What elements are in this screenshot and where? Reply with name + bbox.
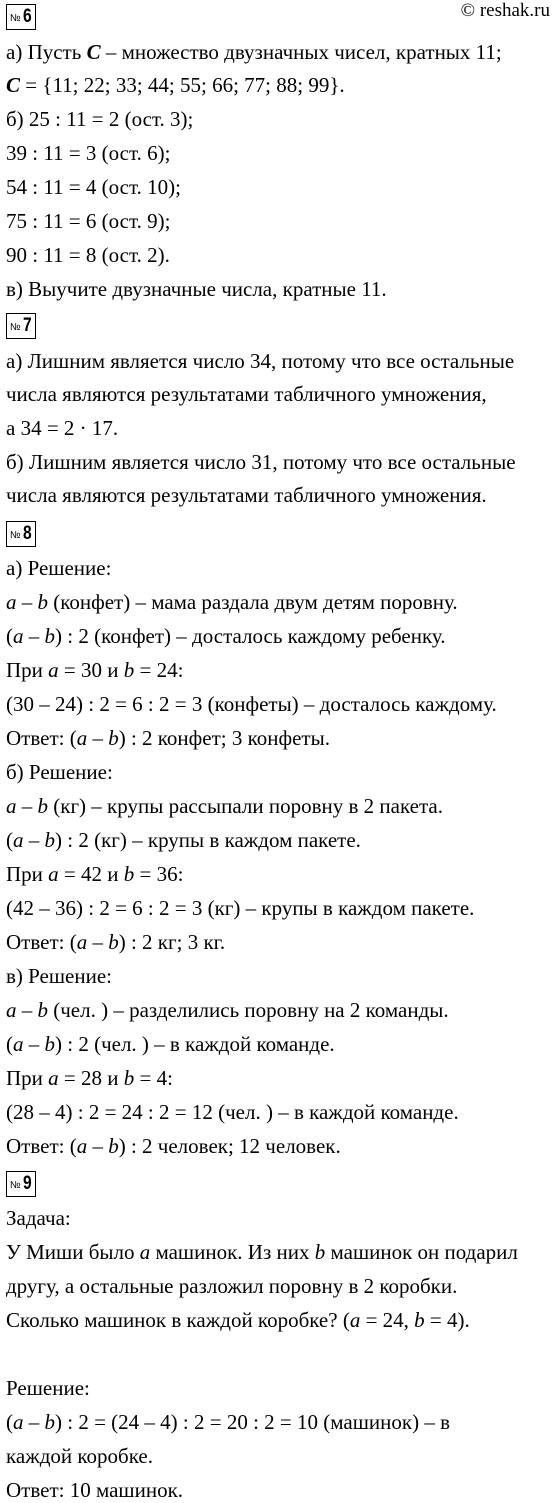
math-variable: a (6, 590, 17, 614)
text-segment: = 24: (134, 658, 184, 682)
math-variable: a (76, 930, 88, 954)
text-segment: машинок он подарил (325, 1240, 518, 1264)
text-line (6, 1409, 450, 1435)
math-variable: a (48, 1066, 59, 1090)
text-segment: = 42 и (58, 862, 124, 886)
math-variable: b (44, 1032, 55, 1056)
text-line (6, 208, 170, 234)
math-variable: a (6, 794, 17, 818)
text-segment: = 4). (424, 1308, 470, 1332)
text-segment: числа являются результатами табличного умножения. (6, 483, 487, 507)
math-variable: a (13, 828, 24, 852)
math-variable: a (13, 624, 24, 648)
text-line (6, 415, 118, 441)
text-segment: ) : 2 (кг) – крупы в каждом пакете. (55, 828, 361, 852)
text-segment: другу, а остальные разложил поровну в 2 коробки. (6, 1274, 458, 1298)
task-number: 7 (22, 315, 32, 336)
text-line (6, 1443, 153, 1469)
text-segment: ( (6, 624, 13, 648)
watermark: © reshak.ru (460, 0, 550, 21)
text-segment: = {11; 22; 33; 44; 55; 66; 77; 88; 99}. (20, 73, 345, 97)
text-line (6, 482, 487, 508)
text-segment: Ответ: ( (6, 1134, 77, 1158)
text-segment: каждой коробке. (6, 1444, 153, 1468)
text-segment: (28 – 4) : 2 = 24 : 2 = 12 (чел. ) – в каждой команде. (6, 1100, 459, 1124)
math-variable: b (123, 1066, 135, 1090)
math-variable: b (314, 1240, 326, 1264)
text-segment: (42 – 36) : 2 = 6 : 2 = 3 (кг) – крупы в каждом пакете. (6, 896, 475, 920)
text-line (6, 895, 474, 921)
math-variable: b (108, 726, 119, 750)
math-variable: b (37, 998, 48, 1022)
text-line (6, 1205, 71, 1231)
math-variable: b (44, 828, 55, 852)
text-segment: – (23, 1032, 45, 1056)
math-variable: b (123, 658, 135, 682)
text-segment: а) Решение: (6, 556, 112, 580)
number-sign: № (9, 321, 21, 333)
text-line (6, 1099, 459, 1125)
text-segment: ) : 2 конфет; 3 конфеты. (118, 726, 330, 750)
text-segment: Решение: (6, 1376, 90, 1400)
text-segment: а) Лишним является число 34, потому что все остальные (6, 349, 515, 373)
text-line (6, 963, 112, 989)
math-variable: b (44, 624, 55, 648)
text-line (6, 555, 111, 581)
text-segment: При (6, 658, 49, 682)
text-segment: 75 : 11 = 6 (ост. 9); (6, 209, 171, 233)
text-line (6, 348, 514, 374)
math-variable: b (44, 1410, 55, 1434)
math-variable: b (108, 930, 119, 954)
math-variable: b (108, 1134, 119, 1158)
text-line (6, 725, 330, 751)
text-segment: 39 : 11 = 3 (ост. 6); (6, 141, 171, 165)
text-segment: – (16, 998, 38, 1022)
text-line (6, 1273, 457, 1299)
math-variable: a (349, 1308, 361, 1332)
task-number: 9 (22, 1173, 32, 1194)
text-line (6, 1065, 173, 1091)
text-segment: = 28 и (58, 1066, 124, 1090)
text-line (6, 623, 446, 649)
text-segment: – множество двузначных чисел, кратных 11; (100, 40, 502, 64)
math-variable: a (48, 658, 59, 682)
text-line (6, 1239, 518, 1265)
text-segment: = 4: (134, 1066, 173, 1090)
text-segment: = 36: (134, 862, 184, 886)
text-line (6, 1375, 90, 1401)
math-variable: b (37, 794, 48, 818)
text-segment: машинок. Из них (150, 1240, 315, 1264)
text-segment: а 34 = 2 · 17. (6, 416, 119, 440)
text-segment: числа являются результатами табличного умножения, (6, 382, 487, 406)
text-segment: ( (6, 1032, 13, 1056)
text-segment: – (16, 794, 38, 818)
text-segment: б) Лишним является число 31, потому что все остальные (6, 450, 516, 474)
text-segment: = 24, (360, 1308, 415, 1332)
text-line (6, 589, 458, 615)
set-variable: C (6, 73, 21, 97)
text-segment: в) Выучите двузначные числа, кратные 11. (6, 277, 387, 301)
text-line (6, 759, 113, 785)
math-variable: a (76, 1134, 88, 1158)
task-number: 8 (22, 523, 32, 544)
text-line (6, 140, 170, 166)
task-number-badge (6, 1171, 36, 1197)
text-segment: б) 25 : 11 = 2 (ост. 3); (6, 107, 194, 131)
text-line (6, 449, 516, 475)
text-line (6, 39, 502, 65)
math-variable: a (76, 726, 88, 750)
text-line (6, 1031, 335, 1057)
text-segment: а) Пусть (6, 40, 87, 64)
task-number-badge (6, 313, 36, 339)
text-segment: б) Решение: (6, 760, 113, 784)
text-segment: ) : 2 (конфет) – досталось каждому ребенку. (55, 624, 446, 648)
math-variable: b (123, 862, 135, 886)
text-segment: Ответ: ( (6, 930, 77, 954)
text-segment: 90 : 11 = 8 (ост. 2). (6, 243, 170, 267)
number-sign: № (9, 1179, 21, 1191)
text-line (6, 793, 443, 819)
text-segment: Ответ: 10 машинок. (6, 1478, 184, 1502)
text-segment: 54 : 11 = 4 (ост. 10); (6, 175, 181, 199)
text-segment: – (87, 1134, 109, 1158)
text-line (6, 381, 487, 407)
task-number-badge (6, 4, 36, 30)
text-segment: – (23, 828, 45, 852)
text-line (6, 657, 183, 683)
text-segment: (30 – 24) : 2 = 6 : 2 = 3 (конфеты) – досталось каждому. (6, 692, 497, 716)
math-variable: a (6, 998, 17, 1022)
text-line (6, 691, 497, 717)
text-segment: – (23, 1410, 45, 1434)
text-line (6, 861, 183, 887)
text-line (6, 827, 361, 853)
text-line (6, 276, 387, 302)
text-line (6, 1307, 470, 1333)
text-segment: – (87, 930, 109, 954)
task-number: 6 (22, 6, 32, 27)
text-line (6, 174, 181, 200)
math-variable: a (13, 1032, 24, 1056)
math-variable: a (13, 1410, 24, 1434)
math-variable: b (37, 590, 48, 614)
text-line (6, 242, 170, 268)
task-number-badge (6, 521, 36, 547)
text-segment: ) : 2 кг; 3 кг. (118, 930, 226, 954)
text-line (6, 106, 193, 132)
text-segment: (чел. ) – разделились поровну на 2 команды. (48, 998, 449, 1022)
math-variable: a (139, 1240, 151, 1264)
text-segment: – (16, 590, 38, 614)
text-segment: = 30 и (58, 658, 124, 682)
text-segment: Задача: (6, 1206, 71, 1230)
text-segment: в) Решение: (6, 964, 113, 988)
text-segment: – (23, 624, 45, 648)
text-line (6, 72, 345, 98)
text-segment: ( (6, 828, 13, 852)
math-variable: b (414, 1308, 425, 1332)
text-segment: (конфет) – мама раздала двум детям поровну. (48, 590, 458, 614)
text-line (6, 1133, 341, 1159)
text-segment: У Миши было (6, 1240, 140, 1264)
number-sign: № (9, 12, 21, 24)
text-line (6, 997, 449, 1023)
text-segment: При (6, 862, 49, 886)
text-segment: ) : 2 человек; 12 человек. (118, 1134, 341, 1158)
text-segment: Сколько машинок в каждой коробке? ( (6, 1308, 350, 1332)
math-variable: a (48, 862, 59, 886)
number-sign: № (9, 529, 21, 541)
text-segment: При (6, 1066, 49, 1090)
text-line (6, 1477, 183, 1503)
set-variable: C (86, 40, 101, 64)
text-line (6, 929, 225, 955)
text-segment: – (87, 726, 109, 750)
text-segment: (кг) – крупы рассыпали поровну в 2 пакета. (48, 794, 443, 818)
text-segment: Ответ: ( (6, 726, 77, 750)
text-segment: ) : 2 (чел. ) – в каждой команде. (55, 1032, 335, 1056)
text-segment: ( (6, 1410, 13, 1434)
text-segment: ) : 2 = (24 – 4) : 2 = 20 : 2 = 10 (машинок) – в (55, 1410, 450, 1434)
